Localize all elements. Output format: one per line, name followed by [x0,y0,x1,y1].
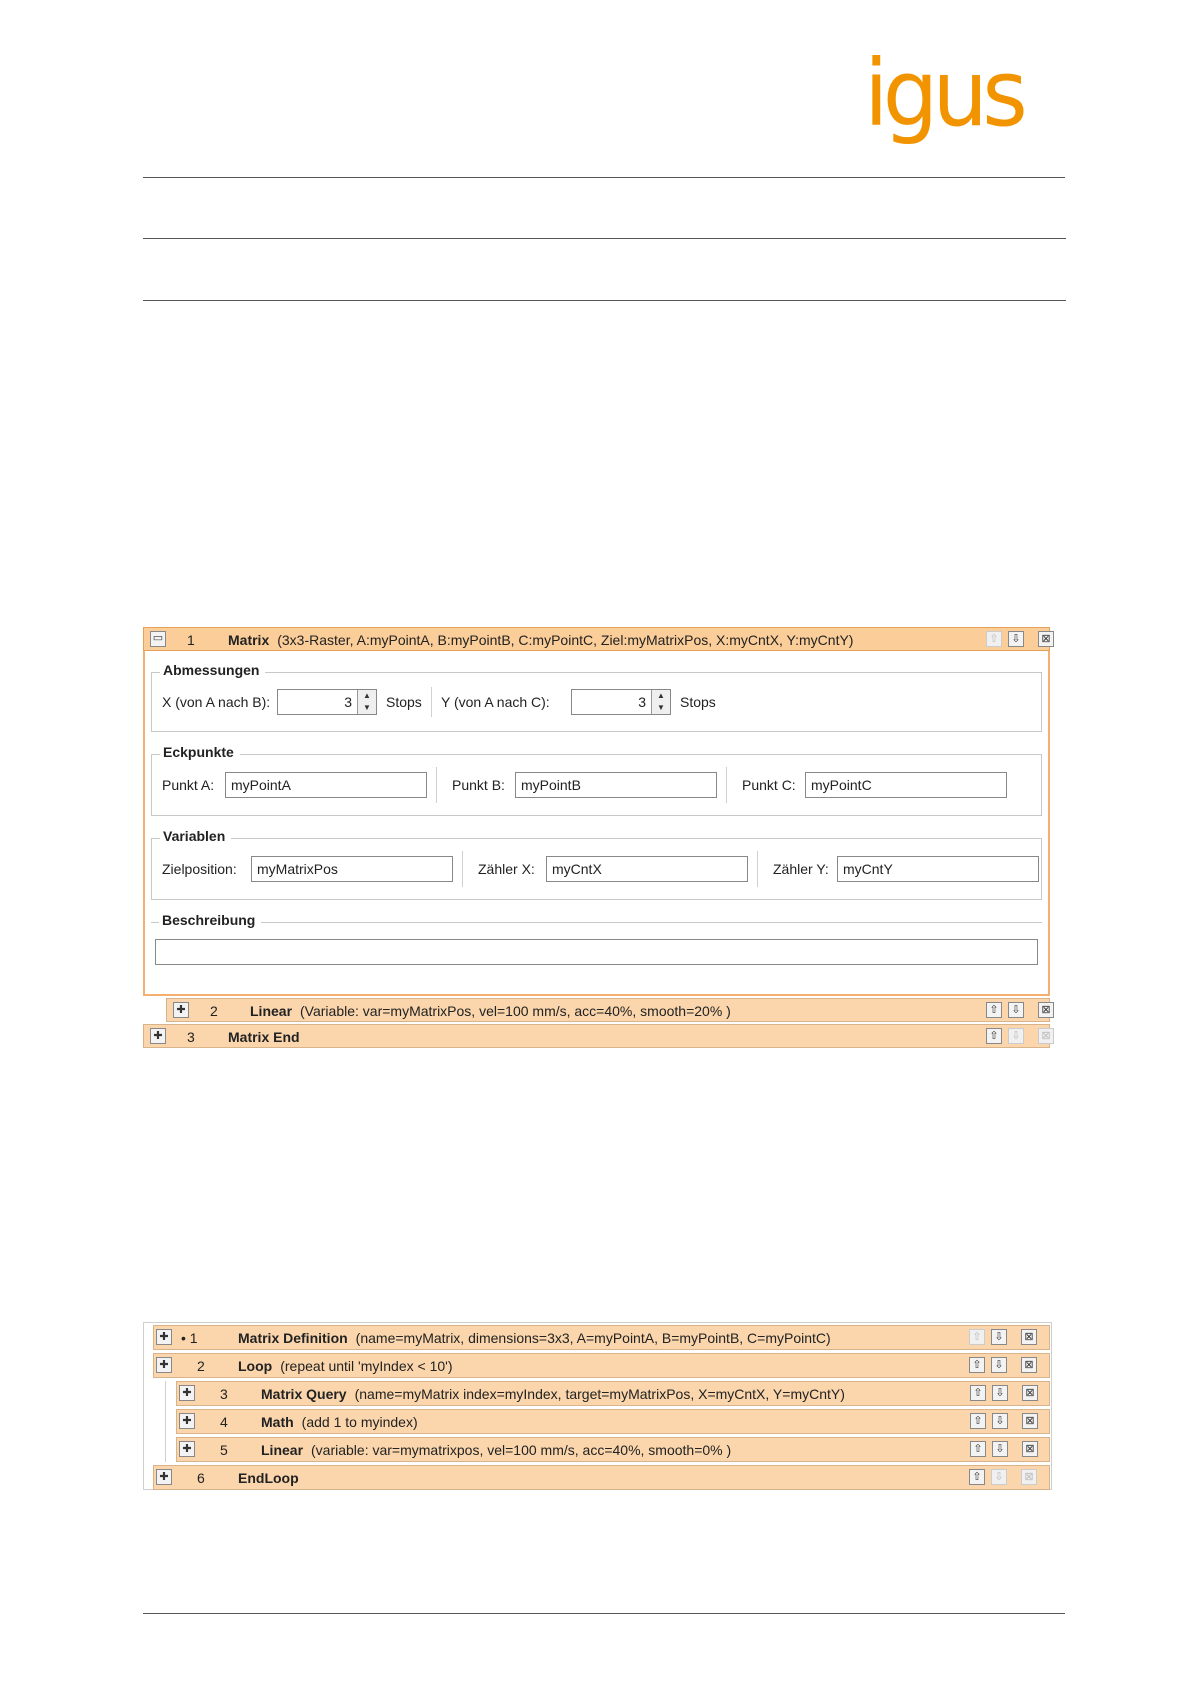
matrix-editor [143,651,1050,996]
point-a-label: Punkt A: [162,777,215,793]
variables-group [151,828,1042,900]
move-down-icon[interactable]: ⇩ [1008,631,1024,647]
row-description: (add 1 to myindex) [301,1414,418,1430]
y-unit: Stops [680,694,716,710]
x-unit: Stops [386,694,422,710]
move-down-icon[interactable]: ⇩ [992,1441,1008,1457]
delete-icon[interactable]: ⊠ [1021,1329,1037,1345]
expand-icon[interactable]: ✚ [179,1385,195,1401]
row-description: (3x3-Raster, A:myPointA, B:myPointB, C:myPointC, Ziel:myMatrixPos, X:myCntX, Y:myCntY) [277,632,854,648]
x-stops-value: 3 [344,694,352,710]
move-up-icon[interactable]: ⇧ [969,1357,985,1373]
program-row-math[interactable] [176,1409,1050,1434]
move-up-icon[interactable]: ⇧ [970,1385,986,1401]
expand-icon[interactable]: ✚ [179,1413,195,1429]
spin-up-icon[interactable]: ▲ [363,691,371,700]
row-title: Matrix Definition [238,1330,348,1346]
move-up-icon[interactable]: ⇧ [970,1441,986,1457]
row-number: 2 [210,1003,218,1019]
counter-x-label: Zähler X: [478,861,535,877]
description-title: Beschreibung [159,912,261,928]
footer-rule [143,1613,1065,1614]
program-row-linear[interactable] [166,998,1050,1022]
header-rule-3 [143,300,1066,301]
row-title: Matrix End [228,1029,300,1045]
variables-title: Variablen [160,828,231,844]
delete-icon[interactable]: ⊠ [1021,1357,1037,1373]
target-label: Zielposition: [162,861,237,877]
row-number: • 1 [181,1330,198,1346]
matrix-program-panel [143,627,1050,1048]
row-description: (name=myMatrix, dimensions=3x3, A=myPointA, B=myPointB, C=myPointC) [355,1330,831,1346]
point-c-input[interactable]: myPointC [805,772,1007,798]
program-row-matrix-query[interactable] [176,1381,1050,1406]
spin-down-icon[interactable]: ▼ [363,703,371,712]
counter-x-input[interactable]: myCntX [546,856,748,882]
program-row-matrix-definition[interactable] [153,1325,1050,1350]
row-number: 3 [220,1386,228,1402]
y-label: Y (von A nach C): [441,694,550,710]
loop-program-panel [153,1325,1050,1490]
row-number: 3 [187,1029,195,1045]
row-number: 6 [197,1470,205,1486]
move-down-icon[interactable]: ⇩ [992,1385,1008,1401]
target-input[interactable]: myMatrixPos [251,856,453,882]
spin-up-icon[interactable]: ▲ [657,691,665,700]
corners-title: Eckpunkte [160,744,240,760]
x-stops-spinner[interactable] [277,689,377,715]
move-down-icon[interactable]: ⇩ [991,1329,1007,1345]
expand-icon[interactable]: ✚ [173,1002,189,1018]
row-title: Linear [261,1442,304,1458]
dimensions-group [151,662,1042,732]
row-title: EndLoop [238,1470,299,1486]
row-description: (repeat until 'myIndex < 10') [280,1358,453,1374]
expand-icon[interactable]: ✚ [156,1469,172,1485]
move-up-icon[interactable]: ⇧ [970,1413,986,1429]
move-down-icon[interactable]: ⇩ [1008,1002,1024,1018]
delete-icon[interactable]: ⊠ [1038,1028,1054,1044]
row-number: 4 [220,1414,228,1430]
program-row-loop[interactable] [153,1353,1050,1378]
expand-icon[interactable]: ✚ [156,1357,172,1373]
program-row-endloop[interactable] [153,1465,1050,1490]
row-title: Matrix Query [261,1386,347,1402]
row-title: Linear [250,1003,293,1019]
move-down-icon[interactable]: ⇩ [1008,1028,1024,1044]
expand-icon[interactable]: ✚ [179,1441,195,1457]
counter-y-label: Zähler Y: [773,861,829,877]
logo-text: igus [864,40,1023,147]
expand-icon[interactable]: ✚ [156,1329,172,1345]
move-up-icon[interactable]: ⇧ [986,1028,1002,1044]
corners-group [151,744,1042,816]
move-down-icon[interactable]: ⇩ [991,1357,1007,1373]
row-description: (Variable: var=myMatrixPos, vel=100 mm/s, acc=40%, smooth=20% ) [300,1003,731,1019]
program-row-matrix-end[interactable] [143,1024,1050,1048]
program-row-linear[interactable] [176,1437,1050,1462]
row-title: Loop [238,1358,273,1374]
move-down-icon[interactable]: ⇩ [992,1413,1008,1429]
collapse-icon[interactable]: ▭ [150,631,166,647]
move-up-icon[interactable]: ⇧ [986,631,1002,647]
delete-icon[interactable]: ⊠ [1022,1413,1038,1429]
counter-y-input[interactable]: myCntY [837,856,1039,882]
move-up-icon[interactable]: ⇧ [969,1469,985,1485]
y-stops-spinner[interactable] [571,689,671,715]
header-rule-1 [143,177,1065,178]
loop-body [165,1381,1050,1462]
row-description: (name=myMatrix index=myIndex, target=myMatrixPos, X=myCntX, Y=myCntY) [354,1386,845,1402]
move-up-icon[interactable]: ⇧ [986,1002,1002,1018]
y-stops-value: 3 [638,694,646,710]
row-number: 2 [197,1358,205,1374]
move-up-icon[interactable]: ⇧ [969,1329,985,1345]
point-b-label: Punkt B: [452,777,505,793]
point-a-input[interactable]: myPointA [225,772,427,798]
program-row-matrix[interactable] [143,627,1050,651]
row-number: 5 [220,1442,228,1458]
x-label: X (von A nach B): [162,694,271,710]
delete-icon[interactable]: ⊠ [1022,1441,1038,1457]
row-number: 1 [187,632,195,648]
row-title: Math [261,1414,294,1430]
igus-logo [770,40,1045,167]
move-down-icon[interactable]: ⇩ [991,1469,1007,1485]
expand-icon[interactable]: ✚ [150,1028,166,1044]
delete-icon[interactable]: ⊠ [1021,1469,1037,1485]
delete-icon[interactable]: ⊠ [1038,1002,1054,1018]
point-c-label: Punkt C: [742,777,796,793]
row-title: Matrix [228,632,270,648]
delete-icon[interactable]: ⊠ [1038,631,1054,647]
header-rule-2 [143,238,1066,239]
description-input[interactable] [155,939,1038,965]
point-b-input[interactable]: myPointB [515,772,717,798]
description-group [151,912,1042,987]
dimensions-title: Abmessungen [160,662,265,678]
spin-down-icon[interactable]: ▼ [657,703,665,712]
delete-icon[interactable]: ⊠ [1022,1385,1038,1401]
row-description: (variable: var=mymatrixpos, vel=100 mm/s, acc=40%, smooth=0% ) [311,1442,732,1458]
